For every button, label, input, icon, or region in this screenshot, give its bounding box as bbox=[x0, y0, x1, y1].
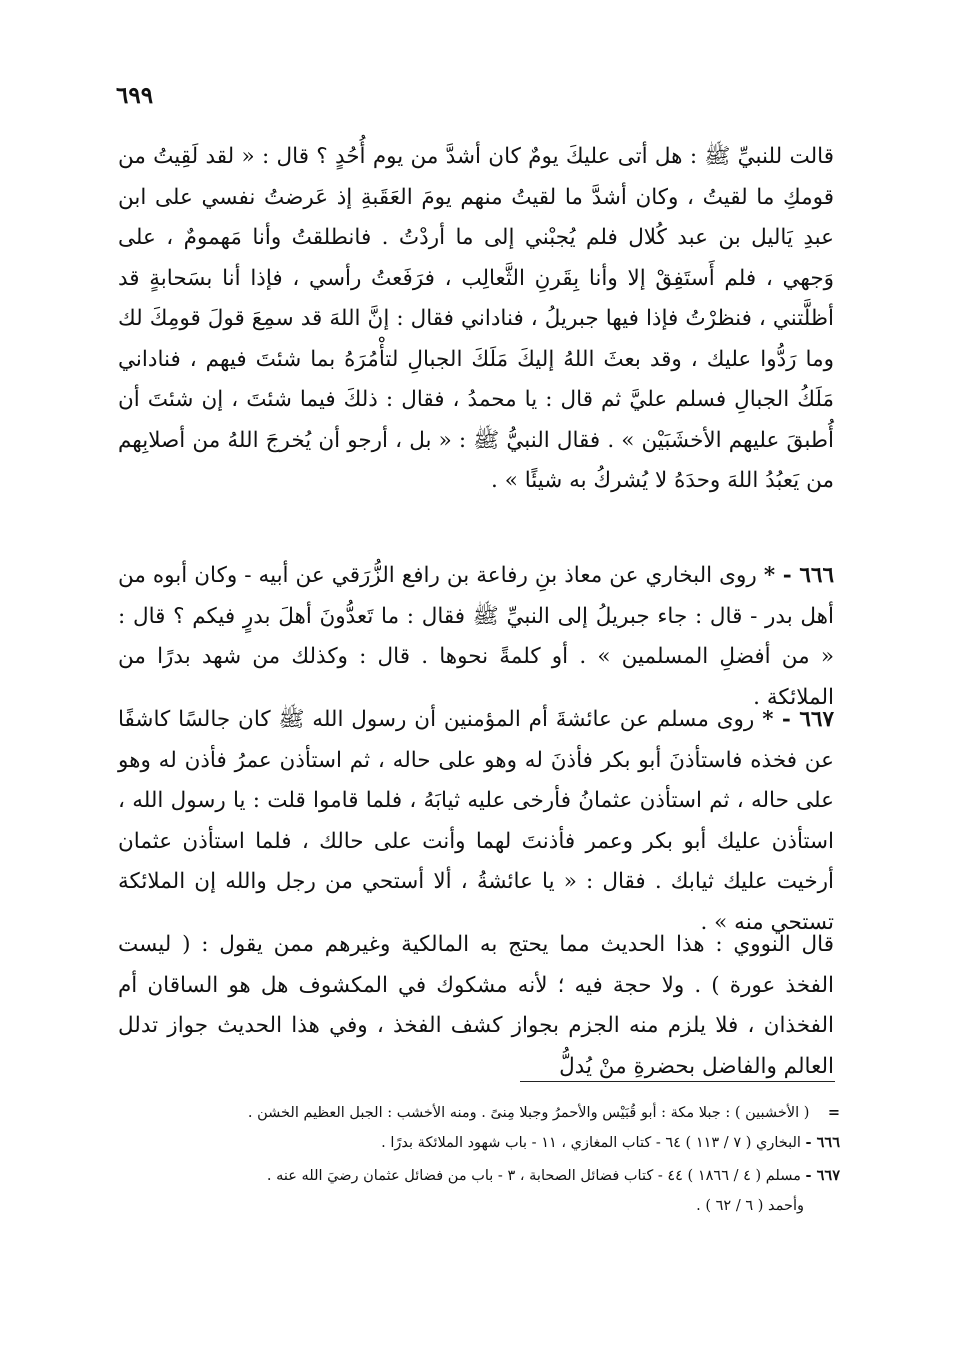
hadith-667-text: روى مسلم عن عائشةَ أم المؤمنين أن رسول الله ﷺ كان جالسًا كاشفًا عن فخذه فاستأذنَ أبو بكر فأذنَ له وهو على حاله ، ثم استأذن عمرُ فأذن له وهو على حاله ، ثم استأذن عثمانُ فأرخى عليه ثيابَهُ ، فلما قاموا قلت : يا رسول الله ، استأذن عليك أبو بكر وعمر فأذنتَ لهما وأنت على حالك ، فلما استأذن عثمان أرخيت عليك ثيابك . فقال : « يا عائشةُ ، ألا أستحي من رجل والله إن الملائكة تستحي منه » . bbox=[118, 707, 834, 935]
footnote-667-text: مسلم ( ٤ / ١٨٦٦ ) ٤٤ - كتاب فضائل الصحابة ، ٣ - باب من فضائل عثمان رضيَ الله عنه . bbox=[266, 1168, 801, 1184]
hadith-number-666: ٦٦٦ - * bbox=[763, 563, 834, 588]
paragraph-nawawi-commentary: قال النووي : هذا الحديث مما يحتج به المالكية وغيرهم ممن يقول : ( ليست الفخذ عورة ) . ولا حجة فيه ؛ لأنه مشكوك في المكشوف هل هو الساقان أم الفخذان ، فلا يلزم منه الجزم بجواز كشف الفخذ ، وفي هذا الحديث جواز تدلل العالم والفاضل بحضرةِ منْ يُدلُّ bbox=[118, 932, 834, 1079]
hadith-666-text: روى البخاري عن معاذ بنِ رفاعة بن رافع الزُّرَقي عن أبيه - وكان أبوه من أهل بدر - قال : جاء جبريلُ إلى النبيِّ ﷺ فقال : ما تَعدُّونَ أهلَ بدرٍ فيكم ؟ قال : « من أفضلِ المسلمين » . أو كلمةً نحوها . قال : وكذلك من شهد بدرًا من الملائكة . bbox=[118, 563, 834, 710]
footnote-akhshabain bbox=[150, 1103, 840, 1123]
paragraph-hadith-667 bbox=[118, 700, 834, 943]
footnote-divider bbox=[520, 1081, 835, 1082]
footnote-667-ahmad: وأحمد ( ٦ / ٦٢ ) . bbox=[696, 1198, 804, 1214]
hadith-number-667: ٦٦٧ - * bbox=[762, 707, 835, 732]
footnote-akhshabain-text: ( الأخشبين ) : جبلا مكة : أبو قُبَيْس والأحمرُ وجبلا مِنىً . ومنه الأخشب : الجبل العظيم الخشن . bbox=[247, 1105, 810, 1121]
paragraph-hadith-continuation: قالت للنبيِّ ﷺ : هل أتى عليكَ يومٌ كان أشدَّ من يوم أُحُدٍ ؟ قال : « لقد لَقِيتُ من قومكِ ما لقيتُ ، وكان أشدَّ ما لقيتُ منهم يومَ العَقَبةِ إذ عَرضتُ نفسي على ابن عبدِ يَاليل بن عبد كُلال فلم يُجبْني إلى ما أردْتُ . فانطلقتُ وأنا مَهمومٌ ، على وَجهي ، فلم أَستَفِقْ إلا وأنا بِقَرنِ الثَّعالِب ، فرَفَعتُ رأسي ، فإذا أنا بسَحابةٍ قد أظلَّتني ، فنظرْتُ فإذا فيها جبريلُ ، فناداني فقال : إنَّ اللهَ قد سمِعَ قولَ قومِكَ لك وما رَدُّوا عليك ، وقد بعثَ اللهُ إليكَ مَلَكَ الجبالِ لتأْمُرَهُ بما شئتَ فيهم ، فناداني مَلَكُ الجبالِ فسلم عليَّ ثم قال : يا محمدُ ، فقال : ذلكَ فيما شئتَ ، إن شئتَ أن أُطبقَ عليهم الأخشَبَيْن » . فقال النبيُّ ﷺ : « بل ، أرجو أن يُخرجَ اللهُ من أصلابِهم من يَعبُدُ اللهَ وحدَهُ لا يُشركُ به شيئًا » . bbox=[118, 144, 834, 493]
footnote-667 bbox=[150, 1166, 840, 1186]
footnote-continuation-mark: = bbox=[827, 1104, 840, 1121]
footnote-666-label: ٦٦٦ - bbox=[805, 1134, 840, 1151]
paragraph-hadith-666 bbox=[118, 556, 834, 718]
footnote-666-text: البخاري ( ٧ / ١١٣ ) ٦٤ - كتاب المغازي ، ١١ - باب شهود الملائكة بدرًا . bbox=[381, 1135, 801, 1151]
page-number: ٦٩٩ bbox=[116, 82, 154, 109]
footnote-666 bbox=[150, 1133, 840, 1153]
footnote-667-label: ٦٦٧ - bbox=[805, 1167, 840, 1184]
